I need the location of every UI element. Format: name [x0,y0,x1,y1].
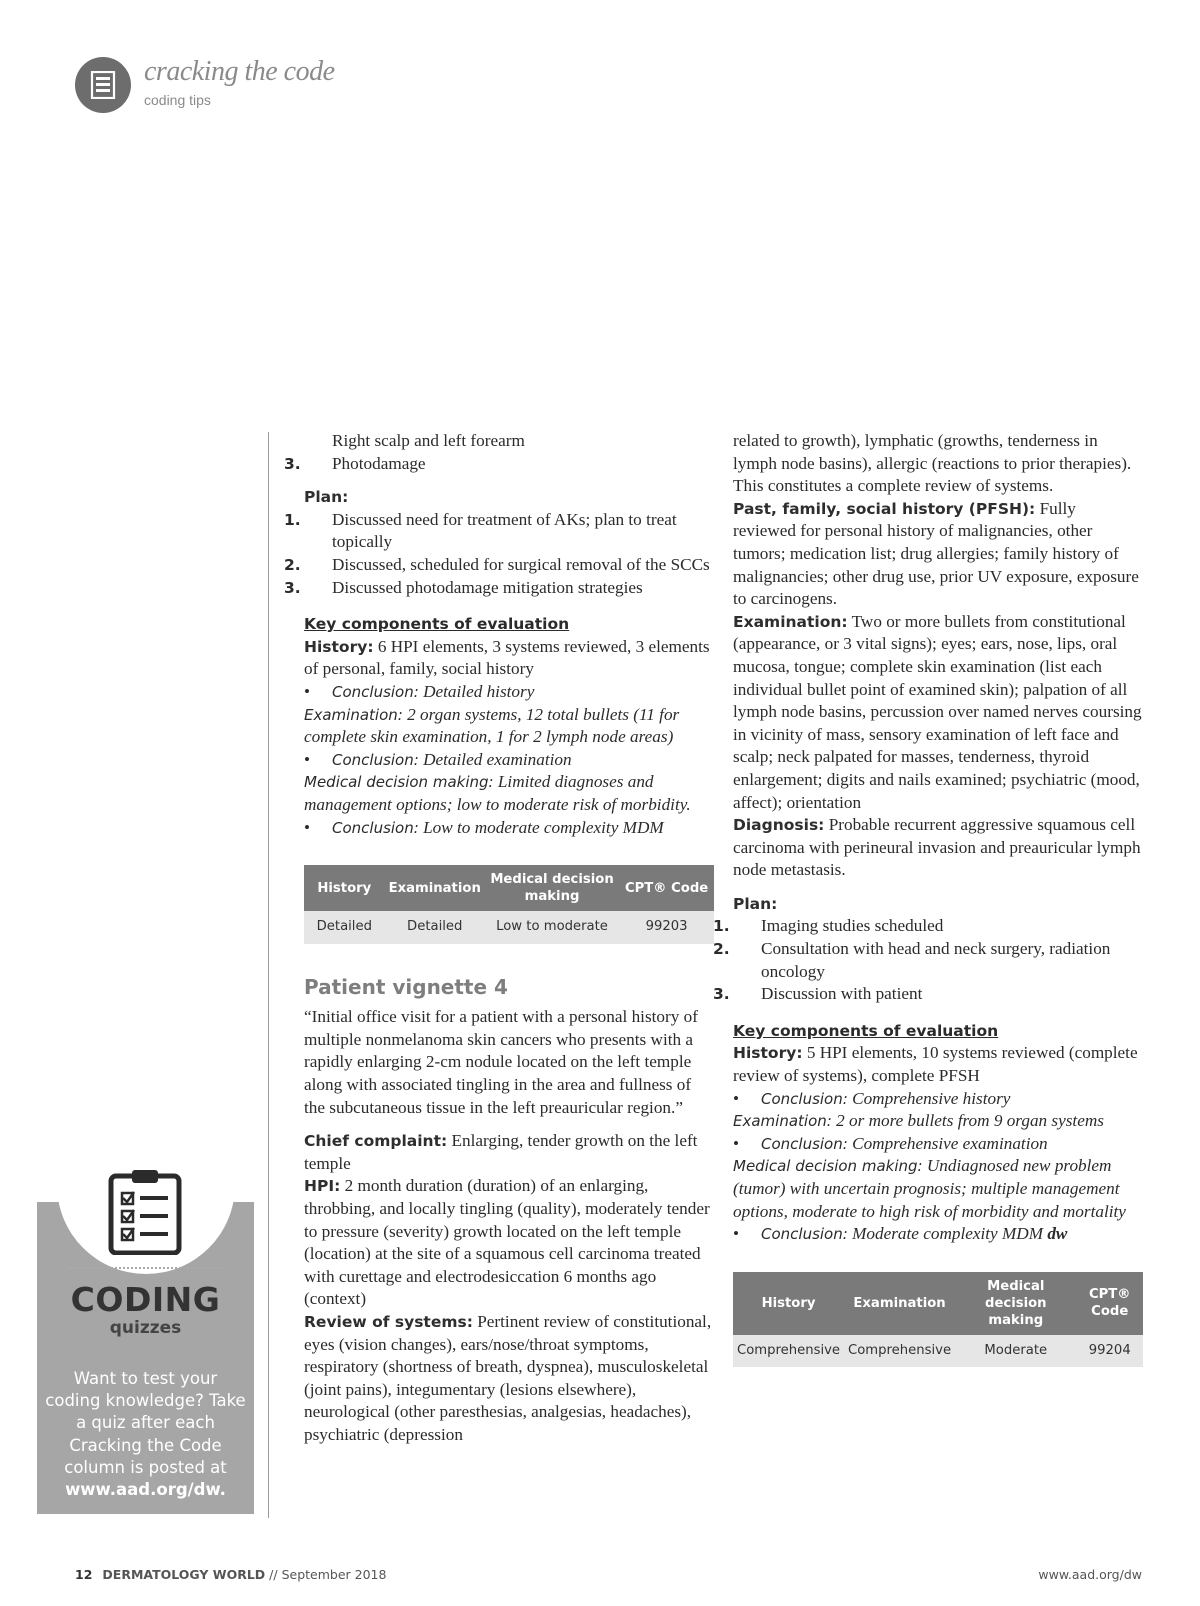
footer-left [75,1567,386,1582]
list-number: 2. [284,555,301,574]
conclusion-label: Conclusion: [332,818,419,837]
pfsh-text: Fully reviewed for personal history of malignancies, other tumors; medication list; drug allergies; family history of malignancies; other drug use, prior UV exposure, exposure to carcinogens. [733,498,1139,609]
table-cell: Comprehensive [733,1335,844,1368]
diagnosis-continuation: Right scalp and left forearm [332,431,525,450]
history-text: 6 HPI elements, 3 systems reviewed, 3 elements of personal, family, social history [304,636,710,679]
list-text: Discussed, scheduled for surgical removal of the SCCs [332,554,710,574]
column-divider [268,432,269,1518]
history-summary [733,1042,1143,1087]
table-cell: Detailed [385,911,485,944]
history-summary [304,636,714,681]
conclusion-text: Detailed history [423,681,535,701]
mdm-label: Medical decision making: [304,773,494,792]
table-row [733,1335,1143,1368]
list-number: 2. [713,940,730,959]
table-header: Examination [844,1272,955,1335]
examination-label: Examination: [733,612,848,631]
conclusion-text: Moderate complexity MDM [852,1224,1044,1244]
pfsh [733,498,1143,611]
plan-item [284,509,714,554]
chief-complaint-label: Chief complaint: [304,1132,448,1151]
conclusion-text: Low to moderate complexity MDM [423,817,664,837]
table-header: Medical decision making [485,865,619,911]
plan-item [284,577,714,600]
exam-summary [304,704,714,749]
footer-separator: // [269,1567,278,1582]
plan-label: Plan: [733,894,778,913]
ros-continuation: related to growth), lymphatic (growths, tenderness in lymph node basins), allergic (reactions to prior therapies). This constitutes a complete review of systems. [733,431,1132,496]
conclusion-item [733,1133,1143,1156]
left-column [284,430,714,1447]
panel-title: CODING [70,1280,221,1319]
chief-complaint-text: Enlarging, tender growth on the left temple [304,1131,698,1173]
exam-text: 2 or more bullets from 9 organ systems [836,1111,1104,1131]
conclusion-label: Conclusion: [761,1134,848,1153]
table-header: CPT® Code [619,865,714,911]
summary-table [733,1272,1143,1368]
list-text: Discussion with patient [761,984,923,1004]
chief-complaint [304,1130,714,1175]
table-cell: Low to moderate [485,911,619,944]
table-cell: Moderate [955,1335,1076,1368]
table-header-row [304,865,714,911]
magazine-name: DERMATOLOGY WORLD [102,1567,266,1582]
conclusion-label: Conclusion: [332,682,419,701]
mdm-summary [733,1155,1143,1223]
table-header: History [733,1272,844,1335]
right-column [713,430,1143,1367]
bullet: • [733,1088,740,1108]
plan-item [284,554,714,577]
document-icon [75,57,131,113]
bullet: • [733,1224,740,1244]
exam-label: Examination: [733,1112,832,1131]
list-text: Discussed need for treatment of AKs; plan to treat topically [332,509,677,552]
conclusion-item [733,1223,1143,1246]
examination-text: Two or more bullets from constitutional (appearance, or 3 vital signs); eyes; ears, nose, lips, oral mucosa, tongue; complete skin examination (list each individual bullet point of examined skin); palpation of all lymph node basins, percussion over named nerves coursing in vicinity of mass, sensory examination of left face and scalp; neck palpated for masses, tenderness, thyroid enlargement; digits and nails examined; psychiatric (mood, affect); orientation [733,611,1142,812]
summary-table [304,865,714,944]
panel-text [45,1368,246,1501]
hpi-label: HPI: [304,1177,341,1196]
bullet: • [733,1133,740,1153]
vignette-quote: “Initial office visit for a patient with a personal history of multiple nonmelanoma skin cancers who presents with a rapidly enlarging 2-cm nodule located on the left temple along with associated tingling in the area and fullness of the subcutaneous tissue in the left preauricular region.” [304,1007,698,1117]
issue-date: September 2018 [281,1567,387,1582]
conclusion-item [733,1088,1143,1111]
conclusion-item [304,681,714,704]
panel-description: Want to test your coding knowledge? Take a quiz after each Cracking the Code column is posted at [45,1369,246,1477]
table-header: Medical decision making [955,1272,1076,1335]
table-cell: 99203 [619,911,714,944]
list-text: Imaging studies scheduled [761,916,944,936]
conclusion-label: Conclusion: [761,1225,848,1244]
conclusion-text: Detailed examination [423,749,572,769]
exam-text: 2 organ systems, 12 total bullets (11 for complete skin examination, 1 for 2 lymph node areas) [304,704,680,747]
hpi-text: 2 month duration (duration) of an enlarging, throbbing, and locally tingling (quality), moderately tender to pressure (severity) growth located on the left temple (location) at the site of a squamous cell carcinoma treated with curettage and electrodesiccation 6 months ago (context) [304,1176,710,1309]
table-cell: Detailed [304,911,385,944]
conclusion-item [304,817,714,840]
list-number: 1. [284,510,301,529]
key-components-heading: Key components of evaluation [733,1021,999,1040]
conclusion-item [304,749,714,772]
table-row [304,911,714,944]
plan-item [713,915,1143,938]
panel-subtitle: quizzes [109,1318,182,1338]
table-header: Examination [385,865,485,911]
table-cell: Comprehensive [844,1335,955,1368]
conclusion-text: Comprehensive examination [852,1133,1048,1153]
diagnosis-text: Probable recurrent aggressive squamous cell carcinoma with perineural invasion and preauricular lymph node metastasis. [733,815,1141,880]
key-components-heading: Key components of evaluation [304,615,570,634]
bullet: • [304,749,311,769]
examination [733,611,1143,814]
table-header: History [304,865,385,911]
diagnosis-label: Diagnosis: [733,816,825,835]
section-subtitle: coding tips [144,92,211,108]
quiz-link[interactable]: www.aad.org/dw. [65,1480,226,1500]
history-text: 5 HPI elements, 10 systems reviewed (complete review of systems), complete PFSH [733,1043,1138,1086]
table-cell: 99204 [1076,1335,1143,1368]
end-mark: dw [1047,1224,1068,1244]
vignette-title: Patient vignette 4 [304,974,508,999]
conclusion-label: Conclusion: [332,750,419,769]
footer-url[interactable]: www.aad.org/dw [1038,1567,1142,1582]
history-label: History: [733,1044,803,1063]
mdm-label: Medical decision making: [733,1157,923,1176]
conclusion-label: Conclusion: [761,1089,848,1108]
section-title: cracking the code [144,56,335,87]
list-number: 3. [284,454,301,473]
ros-text: Pertinent review of constitutional, eyes (vision changes), ears/nose/throat symptoms, respiratory (shortness of breath, dyspnea), musculoskeletal (joint pains), integumentary (lesions elsewhere), neurological (other paresthesias, analgesias, headaches), psychiatric (depression [304,1312,712,1444]
list-number: 1. [713,917,730,936]
pfsh-label: Past, family, social history (PFSH): [733,499,1036,518]
dotted-divider [68,1267,224,1269]
plan-label: Plan: [304,488,349,507]
list-text: Discussed photodamage mitigation strategies [332,577,643,597]
page-number: 12 [75,1567,93,1582]
history-label: History: [304,637,374,656]
review-of-systems [304,1311,714,1447]
bullet: • [304,681,311,701]
list-number: 3. [713,985,730,1004]
table-header-row [733,1272,1143,1335]
list-text: Photodamage [332,453,426,473]
mdm-text: Undiagnosed new problem (tumor) with uncertain prognosis; multiple management options, moderate to high risk of morbidity and mortality [733,1156,1126,1221]
exam-label: Examination: [304,705,403,724]
mdm-summary [304,771,714,816]
clipboard-checklist-icon [108,1169,182,1260]
exam-summary [733,1110,1143,1133]
list-text: Consultation with head and neck surgery, radiation oncology [761,939,1111,981]
hpi [304,1175,714,1311]
mdm-text: Limited diagnoses and management options; low to moderate risk of morbidity. [304,772,691,814]
diagnosis-item [284,453,714,476]
ros-label: Review of systems: [304,1313,473,1331]
bullet: • [304,817,311,837]
plan-item [713,983,1143,1006]
table-header: CPT® Code [1076,1272,1143,1335]
conclusion-text: Comprehensive history [852,1088,1011,1108]
diagnosis [733,814,1143,882]
plan-item [713,938,1143,983]
list-number: 3. [284,578,301,597]
